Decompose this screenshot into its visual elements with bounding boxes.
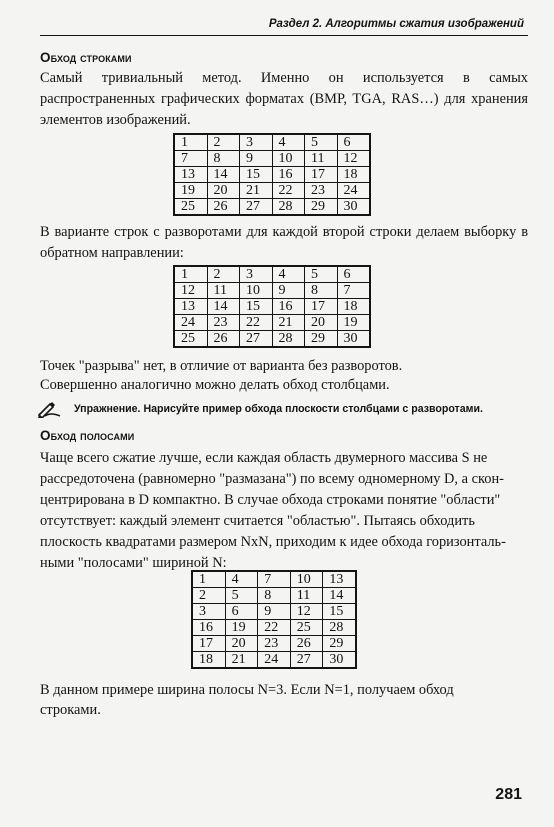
table-cell: 28 (272, 199, 305, 216)
table-cell: 27 (240, 331, 273, 348)
table-cell: 20 (207, 183, 240, 199)
table-cell: 13 (174, 299, 207, 315)
conclusion-line: В данном примере ширина полосы N=3. Если N=1, получаем обход (40, 682, 454, 698)
table-cell: 15 (240, 167, 273, 183)
table-cell: 30 (337, 199, 370, 216)
row-traversal-table (173, 133, 371, 216)
stripes-line: Чаще всего сжатие лучше, если каждая область двумерного массива S не (40, 450, 488, 466)
table-cell: 19 (174, 183, 207, 199)
table-cell: 18 (337, 299, 370, 315)
table-cell: 8 (258, 588, 291, 604)
table-cell: 6 (337, 134, 370, 151)
table-cell: 17 (305, 167, 338, 183)
table-cell: 22 (272, 183, 305, 199)
section-heading-stripes: Обход полосами (40, 428, 135, 443)
table-cell: 5 (225, 588, 258, 604)
table-cell: 19 (225, 620, 258, 636)
table-cell: 6 (225, 604, 258, 620)
table-cell: 4 (272, 134, 305, 151)
table-cell: 28 (323, 620, 356, 636)
table-cell: 26 (290, 636, 323, 652)
conclusion-line: строками. (40, 702, 101, 718)
table-row (192, 636, 356, 652)
table-cell: 17 (192, 636, 225, 652)
snake-traversal-table (173, 265, 371, 348)
note-no-breaks: Точек "разрыва" нет, в отличие от варианта без разворотов. (40, 358, 403, 374)
table-cell: 11 (305, 151, 338, 167)
table-cell: 5 (305, 266, 338, 283)
table-cell: 10 (240, 283, 273, 299)
table-row (174, 151, 370, 167)
table-cell: 5 (305, 134, 338, 151)
table-cell: 11 (290, 588, 323, 604)
exercise-block (36, 399, 532, 419)
table-cell: 6 (337, 266, 370, 283)
table-cell: 4 (225, 571, 258, 588)
table-cell: 24 (174, 315, 207, 331)
table-cell: 9 (272, 283, 305, 299)
stripes-line: плоскость квадратами размером NxN, приходим к идее обхода горизонталь- (40, 534, 506, 550)
table-row (192, 604, 356, 620)
table-row (174, 199, 370, 216)
table-cell: 15 (323, 604, 356, 620)
table-cell: 8 (305, 283, 338, 299)
table-cell: 21 (225, 652, 258, 669)
table-cell: 12 (337, 151, 370, 167)
running-header: Раздел 2. Алгоритмы сжатия изображений (268, 18, 524, 30)
table-row (174, 299, 370, 315)
section-heading-rows: Обход строками (40, 50, 132, 65)
stripes-line: центрирована в D компактно. В случае обхода строками понятие "области" (40, 492, 501, 508)
table-cell: 13 (323, 571, 356, 588)
table-row (174, 266, 370, 283)
stripes-line: ными "полосами" шириной N: (40, 555, 227, 571)
table-cell: 16 (272, 299, 305, 315)
table-cell: 12 (174, 283, 207, 299)
table-row (174, 315, 370, 331)
table-cell: 7 (337, 283, 370, 299)
table-cell: 2 (207, 134, 240, 151)
table-row (174, 167, 370, 183)
table-cell: 2 (207, 266, 240, 283)
table-row (192, 588, 356, 604)
pen-icon (36, 400, 62, 418)
table-cell: 10 (272, 151, 305, 167)
table-cell: 7 (258, 571, 291, 588)
table-cell: 18 (337, 167, 370, 183)
stripe-traversal-table (191, 570, 357, 669)
table-cell: 11 (207, 283, 240, 299)
table-cell: 22 (258, 620, 291, 636)
table-cell: 16 (192, 620, 225, 636)
header-rule (40, 35, 528, 36)
table-row (192, 620, 356, 636)
table-cell: 3 (240, 266, 273, 283)
table-row (192, 652, 356, 669)
table-row (192, 571, 356, 588)
table-cell: 13 (174, 167, 207, 183)
table-cell: 14 (207, 167, 240, 183)
intro-paragraph: Самый тривиальный метод. Именно он используется в самых распространенных графических форматах (BMP, TGA, RAS…) для хранения элементов изображений. (40, 70, 528, 128)
table-cell: 29 (305, 199, 338, 216)
snake-paragraph: В варианте строк с разворотами для каждой второй строки делаем выборку в обратном направлении: (40, 224, 528, 261)
table-cell: 25 (174, 331, 207, 348)
table-cell: 24 (258, 652, 291, 669)
table-cell: 20 (225, 636, 258, 652)
table-row (174, 331, 370, 348)
table-cell: 8 (207, 151, 240, 167)
table-cell: 25 (174, 199, 207, 216)
table-cell: 16 (272, 167, 305, 183)
table-cell: 29 (305, 331, 338, 348)
table-cell: 7 (174, 151, 207, 167)
stripes-line: рассредоточена (равномерно "размазана") по всему одномерному D, а скон- (40, 471, 504, 487)
table-row (174, 183, 370, 199)
table-cell: 25 (290, 620, 323, 636)
table-cell: 18 (192, 652, 225, 669)
table-cell: 12 (290, 604, 323, 620)
table-cell: 14 (323, 588, 356, 604)
exercise-text: Упражнение. Нарисуйте пример обхода плоскости столбцами с разворотами. (74, 403, 483, 415)
table-cell: 27 (290, 652, 323, 669)
table-cell: 19 (337, 315, 370, 331)
table-cell: 9 (258, 604, 291, 620)
table-cell: 10 (290, 571, 323, 588)
table-cell: 23 (207, 315, 240, 331)
table-cell: 30 (337, 331, 370, 348)
table-cell: 14 (207, 299, 240, 315)
table-cell: 9 (240, 151, 273, 167)
table-cell: 1 (174, 134, 207, 151)
table-cell: 29 (323, 636, 356, 652)
note-columns: Совершенно аналогично можно делать обход столбцами. (40, 377, 390, 393)
page-number: 281 (495, 786, 522, 803)
table-cell: 27 (240, 199, 273, 216)
table-cell: 3 (192, 604, 225, 620)
table-row (174, 134, 370, 151)
table-cell: 3 (240, 134, 273, 151)
table-cell: 4 (272, 266, 305, 283)
table-cell: 20 (305, 315, 338, 331)
table-cell: 23 (305, 183, 338, 199)
table-cell: 22 (240, 315, 273, 331)
table-cell: 21 (272, 315, 305, 331)
table-row (174, 283, 370, 299)
table-cell: 1 (174, 266, 207, 283)
table-cell: 30 (323, 652, 356, 669)
table-cell: 24 (337, 183, 370, 199)
table-cell: 21 (240, 183, 273, 199)
table-cell: 26 (207, 331, 240, 348)
table-cell: 2 (192, 588, 225, 604)
table-cell: 17 (305, 299, 338, 315)
stripes-line: отсутствует: каждый элемент считается "областью". Пытаясь обходить (40, 513, 475, 529)
table-cell: 1 (192, 571, 225, 588)
table-cell: 23 (258, 636, 291, 652)
table-cell: 15 (240, 299, 273, 315)
table-cell: 28 (272, 331, 305, 348)
table-cell: 26 (207, 199, 240, 216)
